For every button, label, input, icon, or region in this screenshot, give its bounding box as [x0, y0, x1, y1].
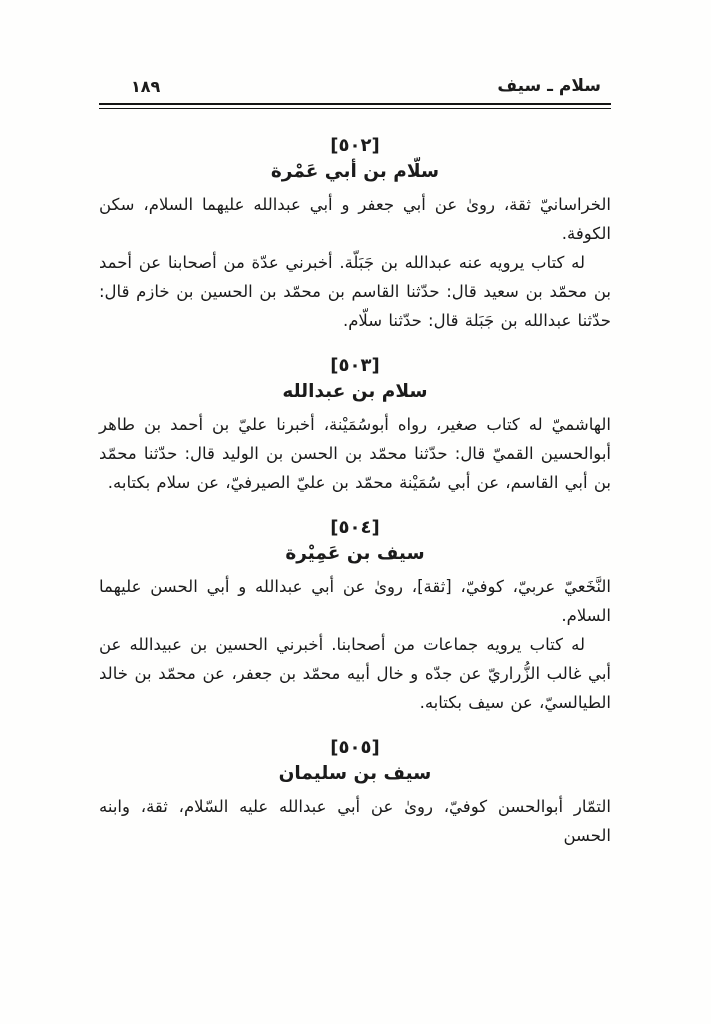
- entry-title: سلام بن عبدالله: [282, 381, 428, 402]
- entry-paragraph: الهاشميّ له كتاب صغير، رواه أبوسُمَيْنة، أخبرنا عليّ بن أحمد بن طاهر أبوالحسين القميّ قال: حدّثنا محمّد بن الحسن بن الوليد قال: حدّثنا محمّد بن أبي القاسم، عن أبي سُمَيْنة محمّد بن عليّ الصيرفيّ، عن سلام بكتابه.: [99, 415, 611, 492]
- entry-number: [٥٠٢]: [330, 135, 380, 156]
- entry-paragraph: التمّار أبوالحسن كوفيّ، روىٰ عن أبي عبدالله عليه السّلام، ثقة، وابنه الحسن: [99, 797, 611, 845]
- entry-number: [٥٠٣]: [330, 355, 380, 376]
- entry-502: [99, 135, 611, 335]
- header-rule: [99, 103, 611, 109]
- entry-505: [99, 737, 611, 850]
- page-header: [99, 76, 611, 96]
- entry-title: سيف بن عَمِيْرة: [285, 543, 425, 564]
- entry-paragraph: له كتاب يرويه جماعات من أصحابنا. أخبرني الحسين بن عبيدالله عن أبي غالب الزُّراريّ عن جدّه و خال أبيه محمّد بن جعفر، عن محمّد بن خالد الطيالسيّ، عن سيف بكتابه.: [99, 635, 611, 712]
- entry-paragraph: الخراسانيّ ثقة، روىٰ عن أبي جعفر و أبي عبدالله عليهما السلام، سكن الكوفة.: [99, 195, 611, 243]
- entry-paragraph: النَّخَعيّ عربيّ، كوفيّ، [ثقة]، روىٰ عن أبي عبدالله و أبي الحسن عليهما السلام.: [99, 577, 611, 625]
- entry-title: سلّام بن أبي عَمْرة: [270, 161, 440, 182]
- entry-title: سيف بن سليمان: [278, 763, 432, 784]
- entry-503: [99, 355, 611, 497]
- page-body: [99, 135, 611, 850]
- entry-number: [٥٠٥]: [330, 737, 380, 758]
- running-title: سلام ـ سيف: [497, 76, 601, 96]
- entry-number: [٥٠٤]: [330, 517, 380, 538]
- entry-504: [99, 517, 611, 717]
- page-number: ١٨٩: [131, 77, 161, 96]
- entry-paragraph: له كتاب يرويه عنه عبدالله بن جَبَلّة. أخبرني عدّة من أصحابنا عن أحمد بن محمّد بن سعيد قال: حدّثنا القاسم بن محمّد بن الحسين بن خازم قال: حدّثنا عبدالله بن جَبَلة قال: حدّثنا سلّام.: [99, 253, 611, 330]
